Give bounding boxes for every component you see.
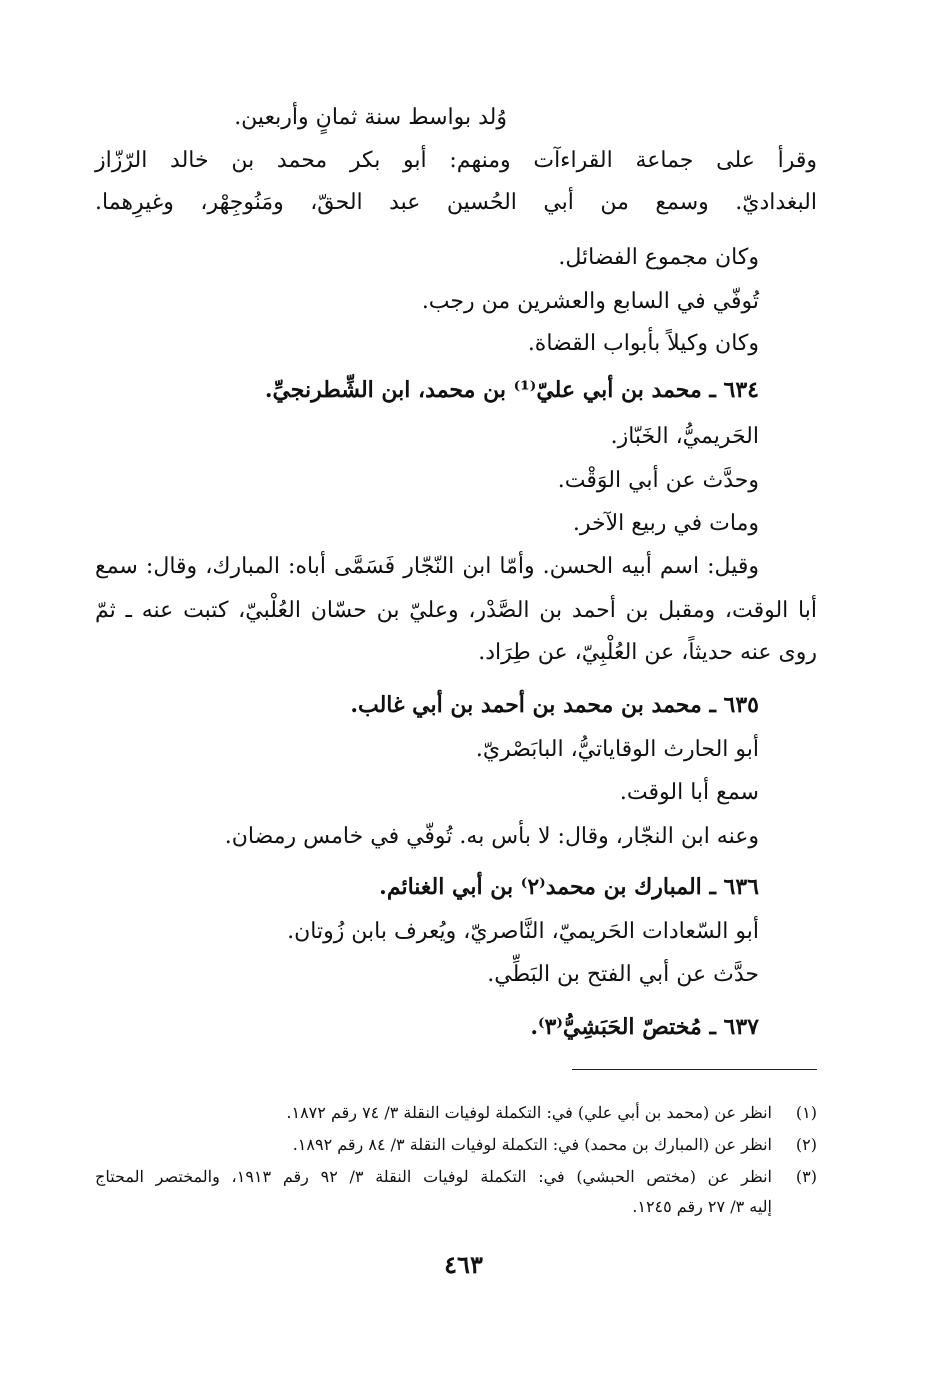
footnote-number: (٢): [795, 1135, 817, 1154]
text-line: سمع أبا الوقت.: [619, 780, 759, 805]
text-line: أبو السّعادات الحَريميّ، النَّاصريّ، ويُعرف بابن زُوتان.: [287, 919, 759, 944]
footnote-separator: [572, 1069, 817, 1070]
text-line: وحدَّث عن أبي الوَقْت.: [557, 468, 759, 493]
page-number: ٤٦٣: [444, 1250, 483, 1279]
footnote-number: (٣): [795, 1167, 817, 1186]
footnote-number: (١): [795, 1103, 817, 1122]
text-line: ومات في ربيع الآخر.: [572, 511, 759, 536]
text-line: الحَريميُّ، الخَبّاز.: [610, 424, 759, 449]
footnote-text: إليه ٣/ ٢٧ رقم ١٢٤٥.: [632, 1197, 772, 1216]
text-line: أبو الحارث الوقاياتيُّ، البابَصْريّ.: [475, 737, 759, 762]
text-line: وكان مجموع الفضائل.: [558, 245, 759, 270]
text-line: روى عنه حديثاً، عن العُلْبِيّ، عن طِرَاد.: [478, 640, 817, 665]
text-line: وقرأ على جماعة القراءآت ومنهم: أبو بكر محمد بن خالد الرّزّاز: [95, 148, 817, 173]
text-line: وكان وكيلاً بأبواب القضاة.: [527, 331, 759, 356]
text-line: تُوفّي في السابع والعشرين من رجب.: [421, 289, 759, 314]
footnote-text: انظر عن (مختص الحبشي) في: التكملة لوفيات النقلة ٣/ ٩٢ رقم ١٩١٣، والمختصر المحتاج: [95, 1167, 772, 1186]
text-line: وُلد بواسط سنة ثمانٍ وأربعين.: [234, 105, 507, 130]
entry-heading-634: ٦٣٤ ـ محمد بن أبي عليّ⁽¹⁾ بن محمد، ابن الشِّطرنجيِّ.: [264, 377, 759, 403]
text-line: وعنه ابن النجّار، وقال: لا بأس به. تُوفّي في خامس رمضان.: [224, 824, 759, 849]
entry-heading-635: ٦٣٥ ـ محمد بن محمد بن أحمد بن أبي غالب.: [350, 692, 759, 718]
footnote-text: انظر عن (المبارك بن محمد) في: التكملة لوفيات النقلة ٣/ ٨٤ رقم ١٨٩٢.: [292, 1135, 772, 1154]
entry-heading-636: ٦٣٦ ـ المبارك بن محمد⁽٢⁾ بن أبي الغنائم.: [379, 874, 759, 900]
text-line: البغداديّ. وسمع من أبي الحُسين عبد الحقّ، ومَنُوجِهْر، وغيرِهما.: [95, 190, 817, 215]
entry-heading-637: ٦٣٧ ـ مُختصّ الحَبَشِيُّ⁽٣⁾.: [530, 1014, 759, 1040]
footnote-text: انظر عن (محمد بن أبي علي) في: التكملة لوفيات النقلة ٣/ ٧٤ رقم ١٨٧٢.: [286, 1103, 772, 1122]
text-line: أبا الوقت، ومقبل بن أحمد بن الصَّدْر، وعليّ بن حسّان العُلْبيّ، كتبت عنه ـ ثمّ: [95, 598, 817, 623]
text-line: حدَّث عن أبي الفتح بن البَطِّي.: [487, 962, 759, 987]
text-line: وقيل: اسم أبيه الحسن. وأمّا ابن النّجّار فَسَمَّى أباه: المبارك، وقال: سمع: [95, 554, 759, 579]
